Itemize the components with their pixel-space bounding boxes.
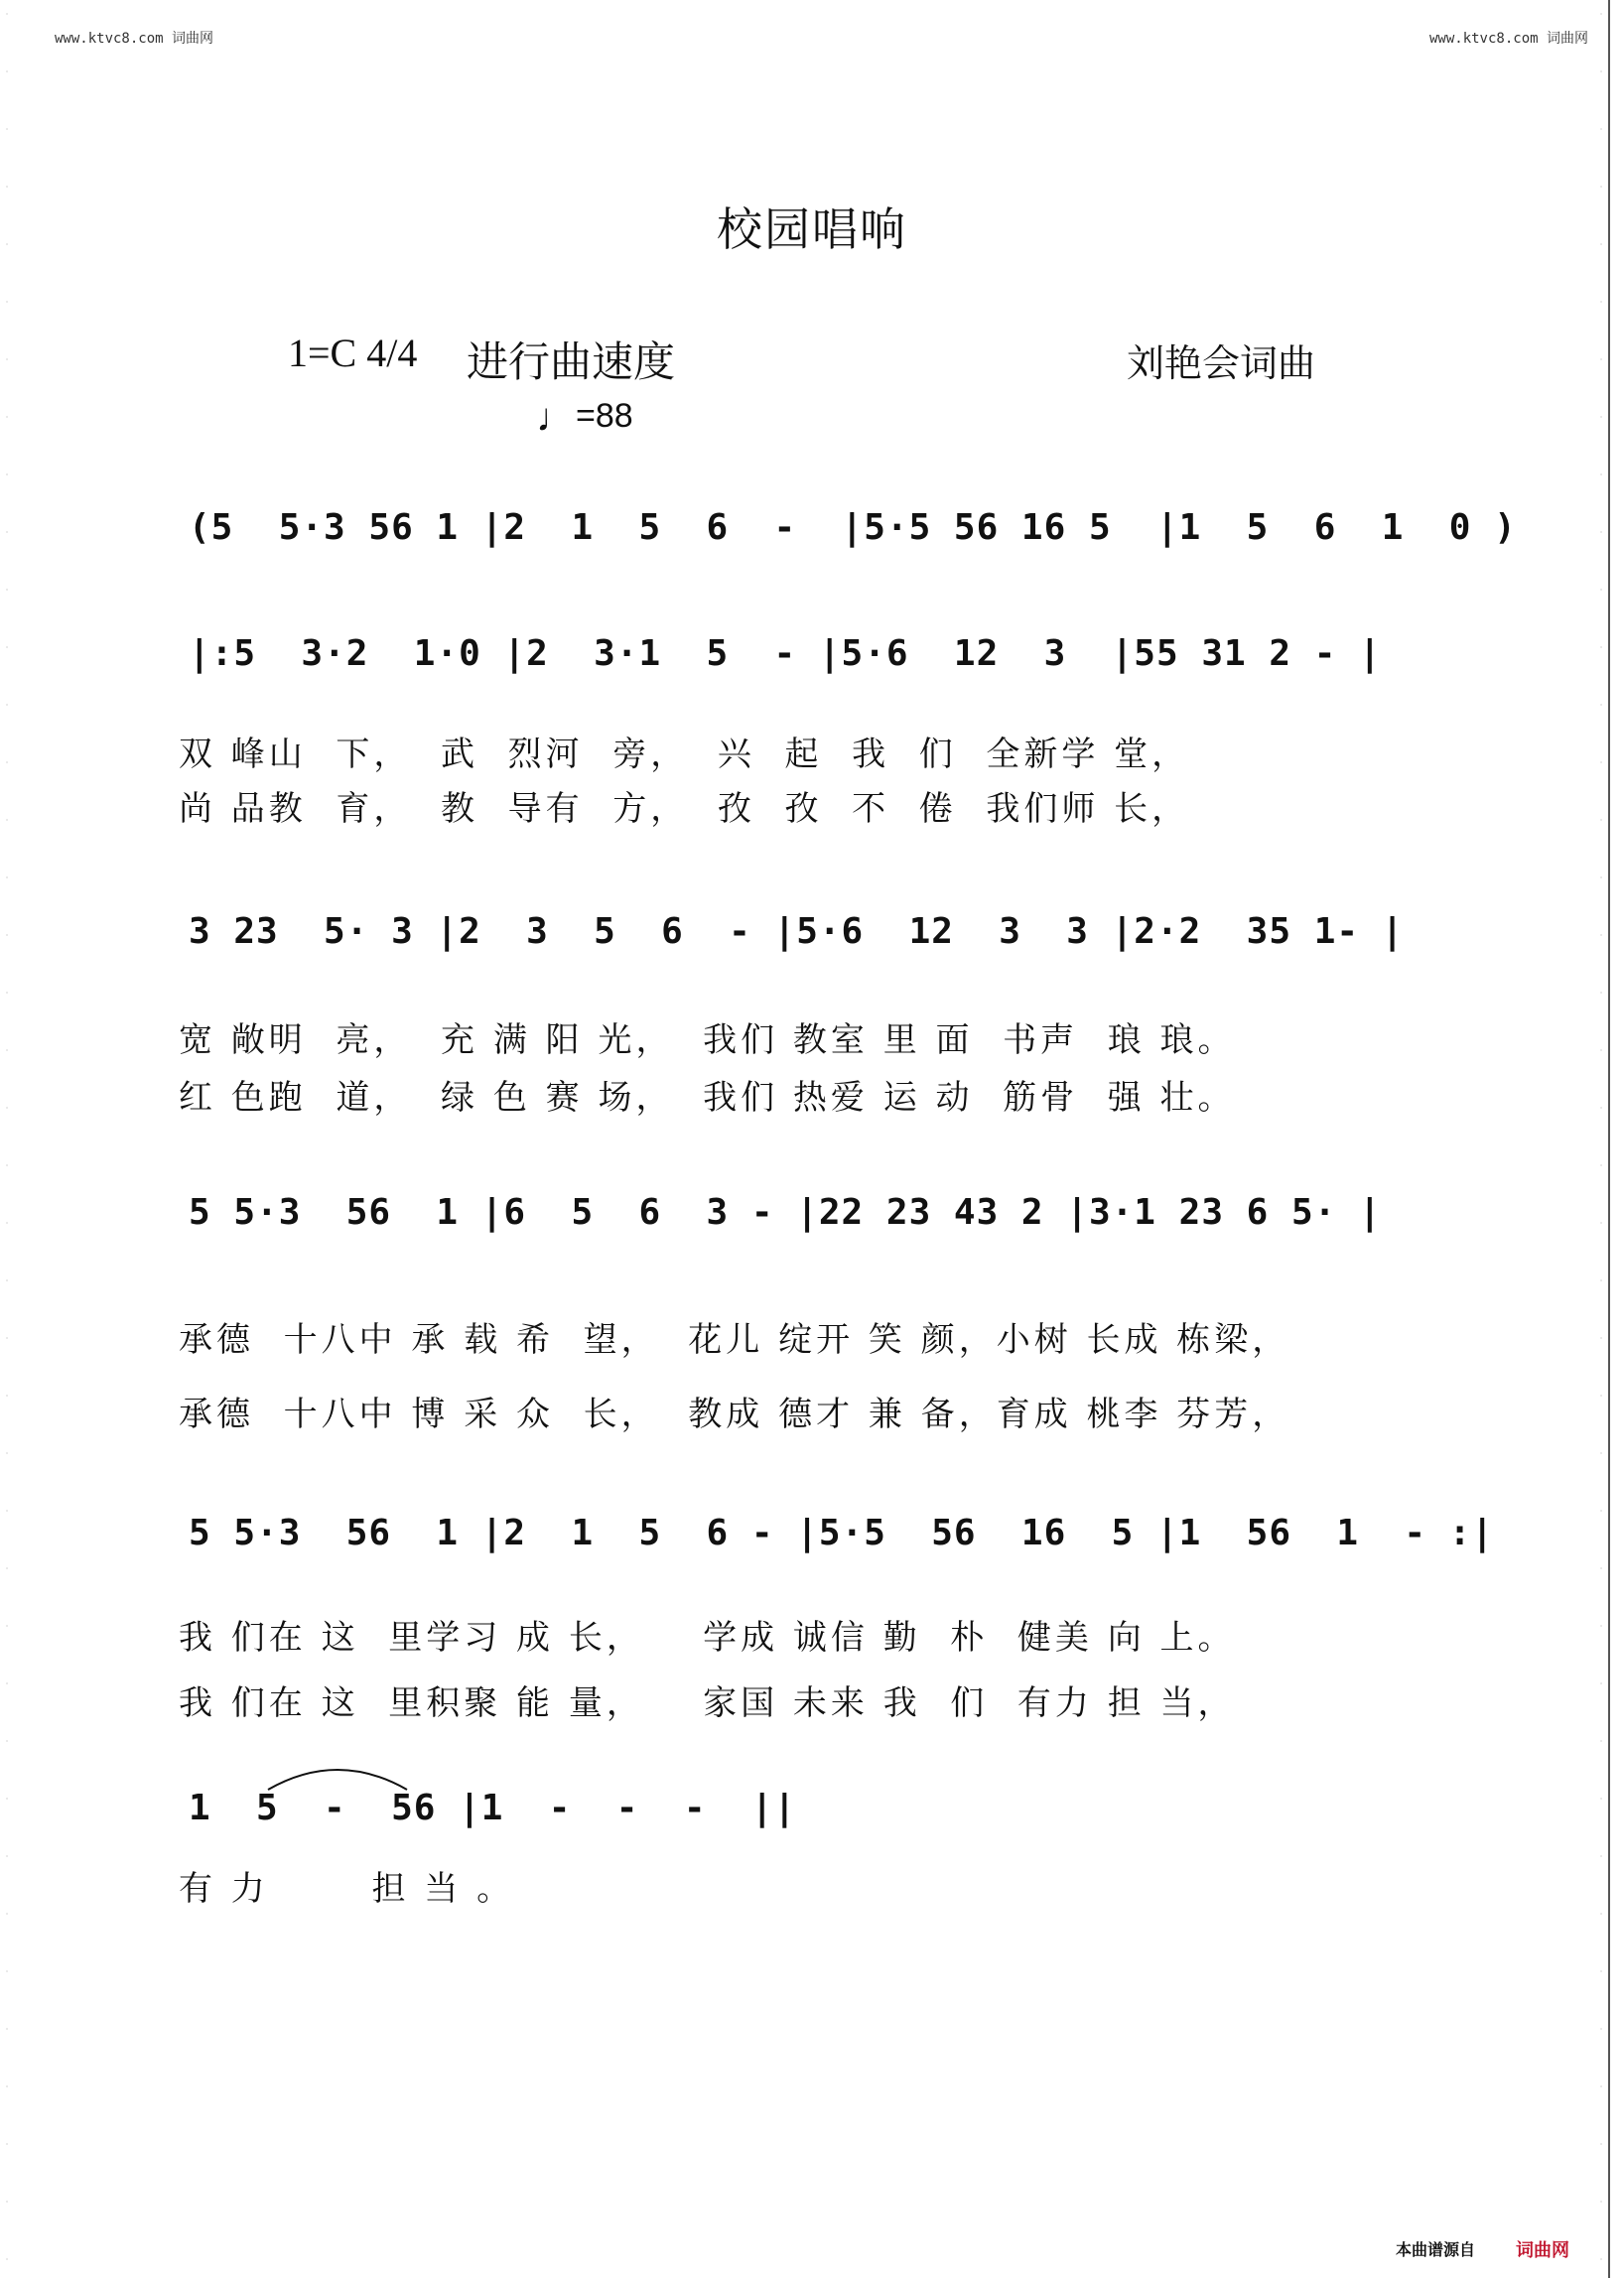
margin-mark: · bbox=[1599, 586, 1603, 595]
margin-mark: · bbox=[5, 1161, 9, 1170]
margin-mark: · bbox=[5, 1795, 9, 1804]
lyric-row-4-verse-1: 我 们在 这 里学习 成 长， 学成 诚信 勤 朴 健美 向 上。 bbox=[179, 1618, 1236, 1658]
margin-mark: · bbox=[5, 183, 9, 192]
margin-mark: · bbox=[5, 1104, 9, 1113]
left-margin-watermark-strip bbox=[0, 0, 14, 2278]
margin-mark: · bbox=[1599, 1046, 1603, 1055]
margin-mark: · bbox=[1599, 1276, 1603, 1285]
margin-mark: · bbox=[1599, 528, 1603, 537]
margin-mark: · bbox=[5, 1910, 9, 1919]
right-margin-watermark-strip bbox=[1594, 0, 1610, 2278]
footer-source-label: 本曲谱源自 bbox=[1395, 2240, 1475, 2259]
margin-mark: · bbox=[1599, 643, 1603, 652]
margin-mark: · bbox=[5, 528, 9, 537]
margin-mark: · bbox=[5, 1449, 9, 1458]
notation-row-intro bbox=[189, 501, 1517, 565]
margin-mark: · bbox=[1599, 2140, 1603, 2149]
margin-mark: · bbox=[1599, 816, 1603, 825]
margin-mark: · bbox=[1599, 240, 1603, 249]
margin-mark: · bbox=[5, 816, 9, 825]
margin-mark: · bbox=[1599, 1334, 1603, 1343]
key-signature: 1=C 4/4 bbox=[288, 331, 418, 375]
margin-mark: · bbox=[1599, 125, 1603, 134]
margin-mark: · bbox=[5, 413, 9, 422]
lyric-row-1-verse-1: 双 峰山 下， 武 烈河 旁， 兴 起 我 们 全新学 堂， bbox=[179, 735, 1190, 774]
margin-mark: · bbox=[5, 1737, 9, 1746]
margin-mark: · bbox=[5, 1276, 9, 1285]
margin-mark: · bbox=[5, 10, 9, 19]
margin-mark: · bbox=[1599, 1967, 1603, 1976]
margin-mark: · bbox=[1599, 701, 1603, 710]
lyric-row-1-verse-2: 尚 品教 育， 教 导有 方， 孜 孜 不 倦 我们师 长， bbox=[179, 789, 1190, 829]
margin-mark: · bbox=[1599, 1795, 1603, 1804]
margin-mark: · bbox=[1599, 1219, 1603, 1228]
margin-mark: · bbox=[1599, 2082, 1603, 2091]
margin-mark: · bbox=[5, 67, 9, 76]
margin-mark: · bbox=[1599, 1507, 1603, 1516]
notation-text: |:5 3·2 1·0 |2 3·1 5 - |5·6 12 3 |55 31 2 - | bbox=[189, 633, 1382, 674]
margin-mark: · bbox=[5, 643, 9, 652]
margin-mark: · bbox=[5, 1334, 9, 1343]
margin-mark: · bbox=[5, 1967, 9, 1976]
tempo-marking bbox=[536, 392, 633, 440]
margin-mark: · bbox=[5, 586, 9, 595]
notation-text: 5 5·3 56 1 |2 1 5 6 - |5·5 56 16 5 |1 56 1 - :| bbox=[189, 1513, 1495, 1553]
notation-row-3 bbox=[189, 1186, 1449, 1250]
margin-mark: · bbox=[5, 701, 9, 710]
watermark-top-left: www.ktvc8.com 词曲网 bbox=[55, 31, 214, 47]
notation-text: 1 5 - 56 |1 - - - || bbox=[189, 1788, 797, 1828]
margin-mark: · bbox=[5, 1622, 9, 1631]
tempo-value: =88 bbox=[576, 397, 633, 435]
margin-mark: · bbox=[5, 1564, 9, 1573]
margin-mark: · bbox=[5, 1679, 9, 1688]
margin-mark: · bbox=[1599, 1679, 1603, 1688]
margin-mark: · bbox=[5, 470, 9, 479]
margin-mark: · bbox=[1599, 1564, 1603, 1573]
margin-mark: · bbox=[5, 1219, 9, 1228]
notation-text: 5 5·3 56 1 |6 5 6 3 - |22 23 43 2 |3·1 23 6 5· | bbox=[189, 1192, 1382, 1233]
watermark-top-right: www.ktvc8.com 词曲网 bbox=[1428, 31, 1588, 47]
footer-site-logo[interactable]: 词曲网 bbox=[1516, 2240, 1569, 2261]
margin-mark: · bbox=[1599, 1161, 1603, 1170]
song-title: 校园唱响 bbox=[717, 202, 907, 256]
margin-mark: · bbox=[1599, 355, 1603, 364]
margin-mark: · bbox=[5, 1852, 9, 1861]
margin-mark: · bbox=[1599, 1737, 1603, 1746]
lyric-row-4-verse-2: 我 们在 这 里积聚 能 量， 家国 未来 我 们 有力 担 当， bbox=[179, 1683, 1236, 1723]
notation-row-1 bbox=[189, 627, 1449, 691]
margin-mark: · bbox=[1599, 1449, 1603, 1458]
margin-mark: · bbox=[5, 298, 9, 307]
margin-mark: · bbox=[5, 2198, 9, 2207]
margin-mark: · bbox=[1599, 2025, 1603, 2034]
margin-mark: · bbox=[1599, 2198, 1603, 2207]
margin-mark: · bbox=[5, 1392, 9, 1401]
margin-mark: · bbox=[1599, 989, 1603, 998]
margin-mark: · bbox=[1599, 1392, 1603, 1401]
lyric-row-3-verse-2: 承德 十八中 博 采 众 长， 教成 德才 兼 备，育成 桃李 芬芳， bbox=[179, 1395, 1290, 1434]
margin-mark: · bbox=[1599, 67, 1603, 76]
margin-mark: · bbox=[1599, 1852, 1603, 1861]
margin-mark: · bbox=[5, 758, 9, 767]
lyric-row-3-verse-1: 承德 十八中 承 载 希 望， 花儿 绽开 笑 颜，小树 长成 栋梁， bbox=[179, 1320, 1290, 1360]
tempo-description: 进行曲速度 bbox=[467, 337, 676, 386]
margin-mark: · bbox=[1599, 931, 1603, 940]
margin-mark: · bbox=[1599, 183, 1603, 192]
margin-mark: · bbox=[5, 1046, 9, 1055]
margin-mark: · bbox=[5, 1507, 9, 1516]
margin-mark: · bbox=[1599, 413, 1603, 422]
margin-mark: · bbox=[5, 240, 9, 249]
margin-mark: · bbox=[1599, 298, 1603, 307]
margin-mark: · bbox=[1599, 2255, 1603, 2264]
margin-mark: · bbox=[5, 355, 9, 364]
margin-mark: · bbox=[5, 2082, 9, 2091]
margin-mark: · bbox=[5, 2025, 9, 2034]
margin-mark: · bbox=[5, 989, 9, 998]
margin-mark: · bbox=[1599, 1622, 1603, 1631]
notation-text: (5 5·3 56 1 |2 1 5 6 - |5·5 56 16 5 |1 5 6 1 0 ) bbox=[189, 507, 1517, 548]
margin-mark: · bbox=[1599, 10, 1603, 19]
notation-row-2 bbox=[189, 905, 1449, 969]
margin-mark: · bbox=[1599, 1910, 1603, 1919]
margin-mark: · bbox=[1599, 873, 1603, 882]
lyric-row-2-verse-1: 宽 敞明 亮， 充 满 阳 光， 我们 教室 里 面 书声 琅 琅。 bbox=[179, 1020, 1236, 1060]
margin-mark: · bbox=[1599, 758, 1603, 767]
margin-mark: · bbox=[5, 931, 9, 940]
margin-mark: · bbox=[1599, 1104, 1603, 1113]
margin-mark: · bbox=[5, 125, 9, 134]
lyric-row-2-verse-2: 红 色跑 道， 绿 色 赛 场， 我们 热爱 运 动 筋骨 强 壮。 bbox=[179, 1078, 1236, 1118]
composer-credit: 刘艳会词曲 bbox=[1127, 341, 1316, 385]
margin-mark: · bbox=[5, 873, 9, 882]
notation-row-ending bbox=[189, 1782, 1449, 1845]
lyric-row-ending: 有 力 担 当 。 bbox=[179, 1869, 515, 1909]
margin-mark: · bbox=[1599, 470, 1603, 479]
margin-mark: · bbox=[5, 2255, 9, 2264]
notation-row-4 bbox=[189, 1507, 1495, 1570]
margin-mark: · bbox=[5, 2140, 9, 2149]
notation-text: 3 23 5· 3 |2 3 5 6 - |5·6 12 3 3 |2·2 35 1- | bbox=[189, 911, 1405, 952]
quarter-note-icon: ♩ bbox=[536, 396, 576, 440]
